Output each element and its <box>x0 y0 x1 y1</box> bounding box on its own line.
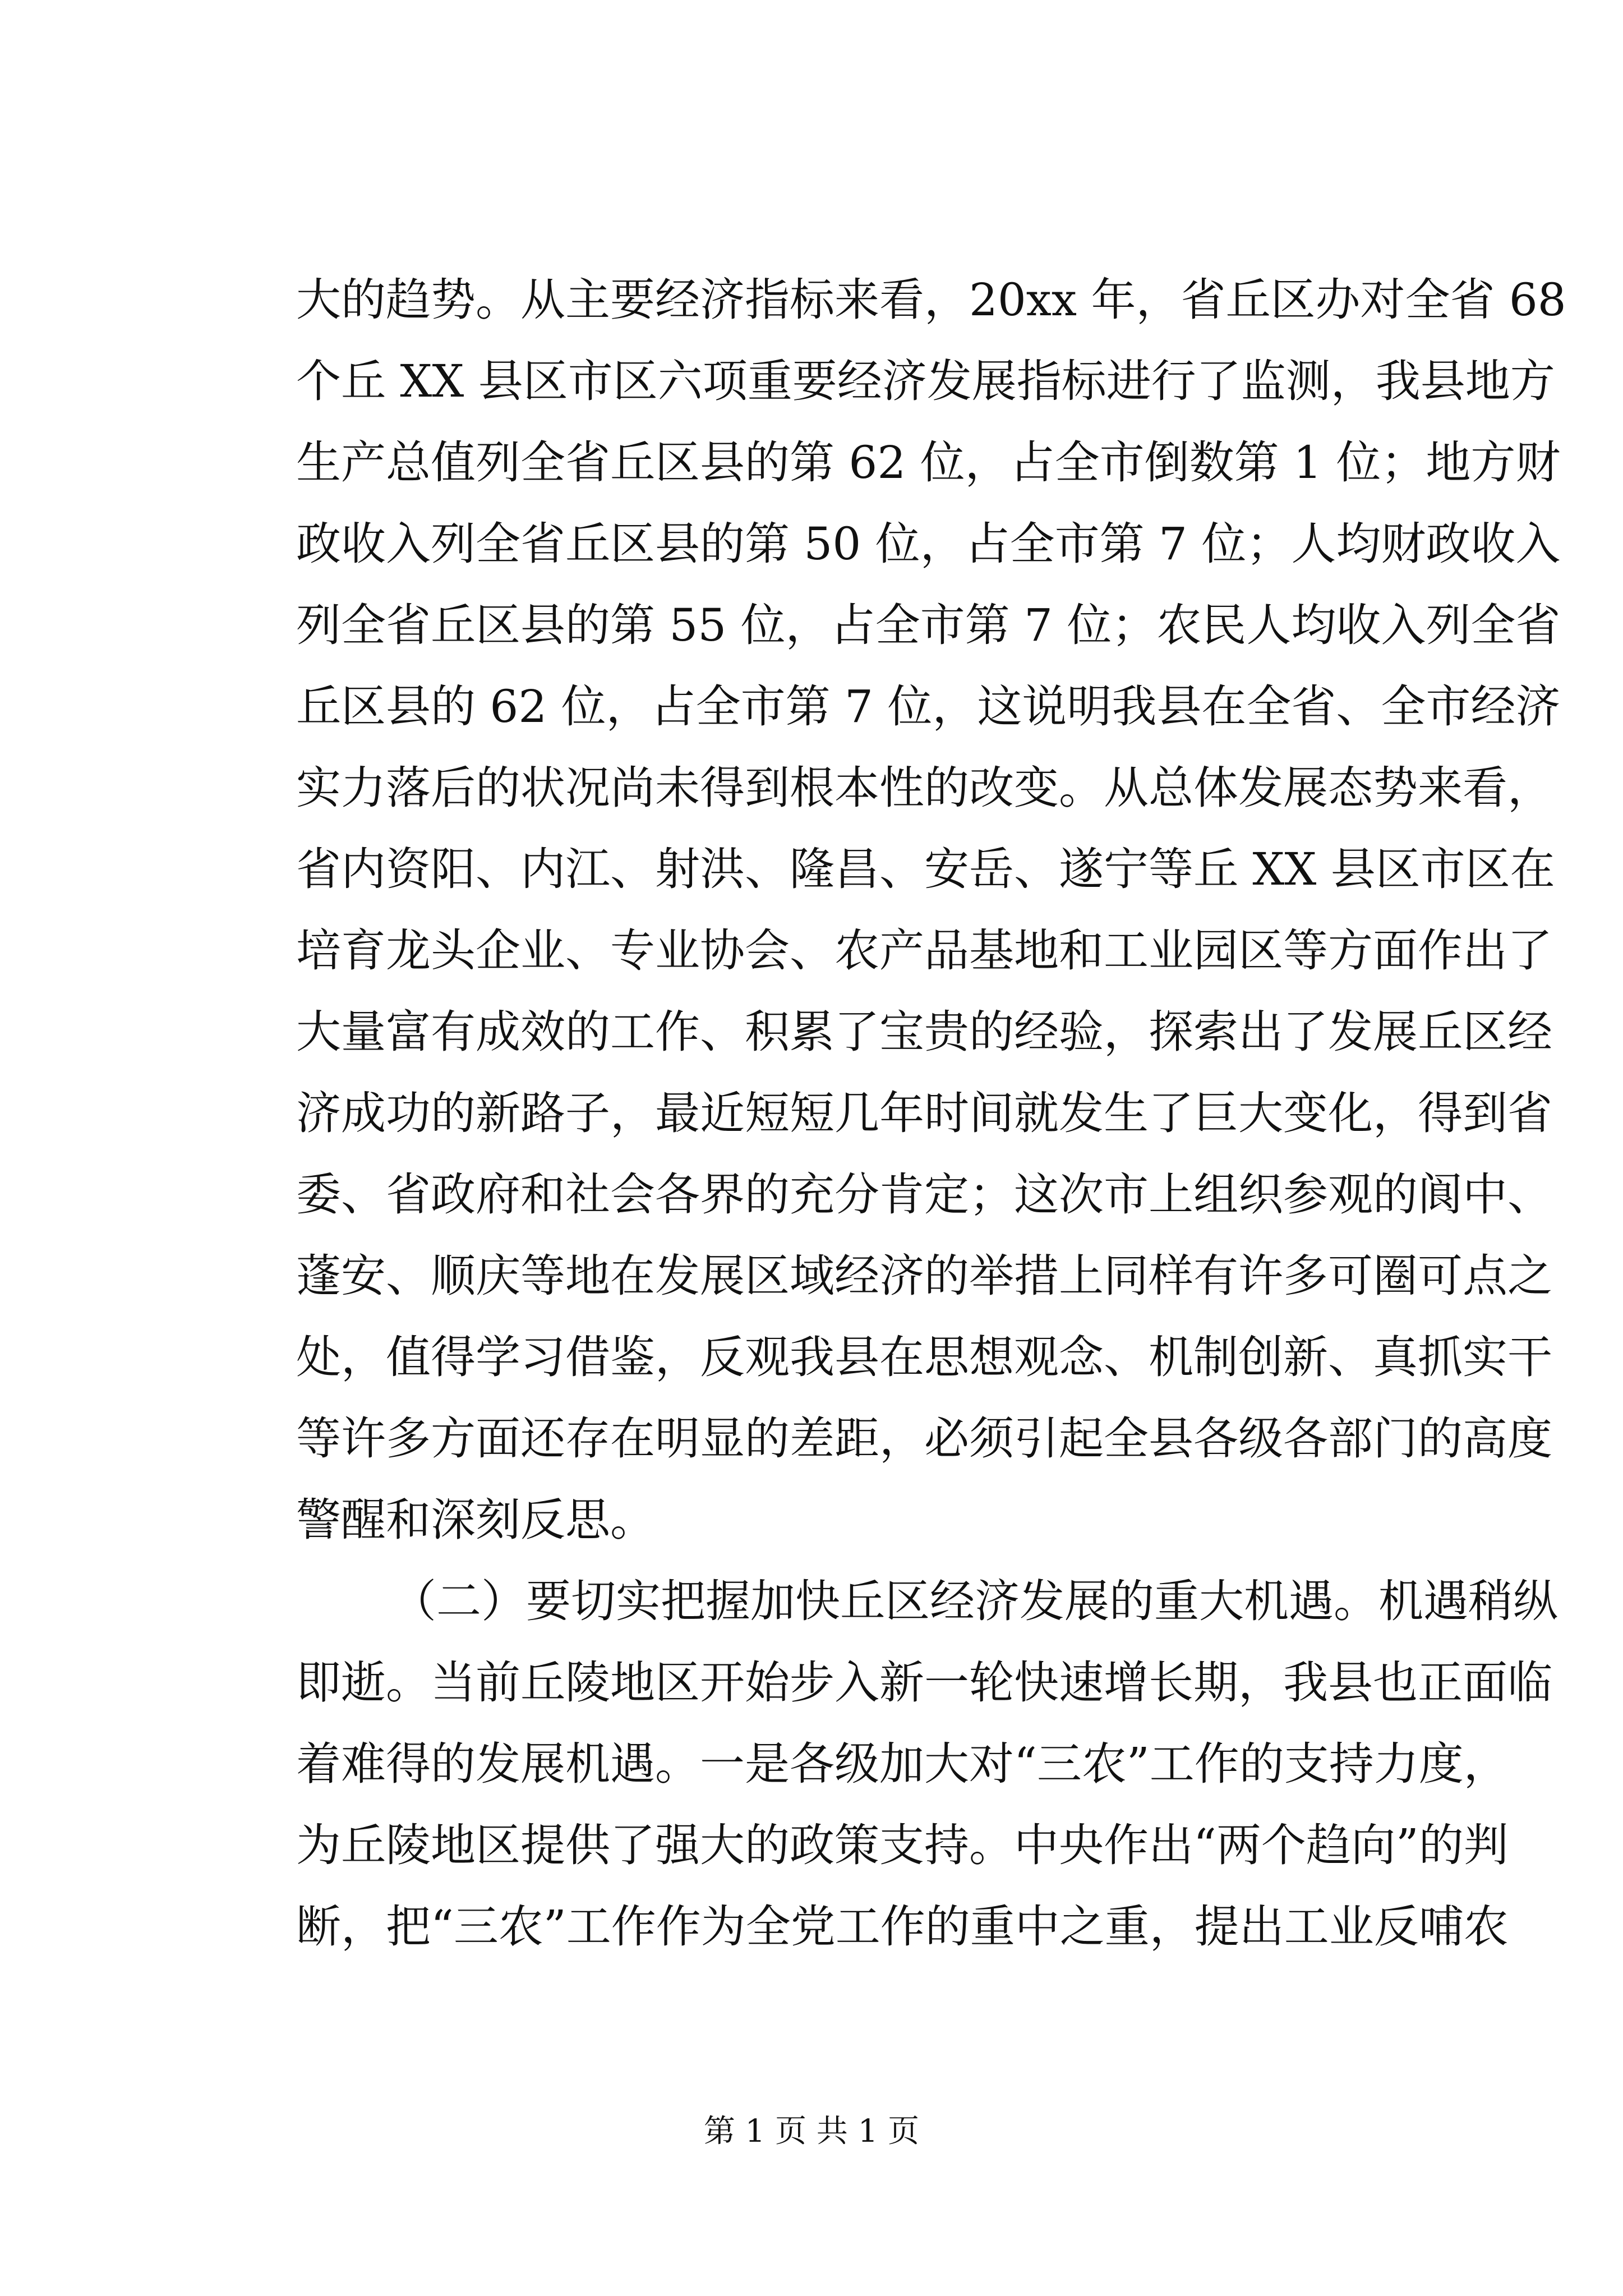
text-line: 个丘 XX 县区市区六项重要经济发展指标进行了监测，我县地方 <box>296 355 1555 407</box>
text-line: 大量富有成效的工作、积累了宝贵的经验，探索出了发展丘区经 <box>296 1006 1552 1058</box>
text-line: （二）要切实把握加快丘区经济发展的重大机遇。机遇稍纵 <box>391 1575 1558 1627</box>
text-line: 警醒和深刻反思。 <box>296 1494 655 1546</box>
text-line: 济成功的新路子，最近短短几年时间就发生了巨大变化，得到省 <box>296 1087 1552 1139</box>
text-line: 着难得的发展机遇。一是各级加大对“三农”工作的支持力度， <box>296 1738 1509 1790</box>
body-text <box>296 259 1566 1967</box>
text-line: 等许多方面还存在明显的差距，必须引起全县各级各部门的高度 <box>296 1412 1552 1465</box>
text-line: 实力落后的状况尚未得到根本性的改变。从总体发展态势来看， <box>296 762 1552 814</box>
text-line: 为丘陵地区提供了强大的政策支持。中央作出“两个趋向”的判 <box>296 1819 1509 1871</box>
text-line: 生产总值列全省丘区县的第 62 位，占全市倒数第 1 位；地方财 <box>296 436 1561 489</box>
text-line: 丘区县的 62 位，占全市第 7 位，这说明我县在全省、全市经济 <box>296 680 1561 733</box>
text-line: 政收入列全省丘区县的第 50 位，占全市第 7 位；人均财政收入 <box>296 518 1561 570</box>
text-line: 断，把“三农”工作作为全党工作的重中之重，提出工业反哺农 <box>296 1901 1509 1953</box>
text-line: 即逝。当前丘陵地区开始步入新一轮快速增长期，我县也正面临 <box>296 1657 1552 1709</box>
text-line: 大的趋势。从主要经济指标来看，20xx 年，省丘区办对全省 68 <box>296 274 1566 326</box>
text-line: 处，值得学习借鉴，反观我县在思想观念、机制创新、真抓实干 <box>296 1331 1552 1383</box>
text-line: 委、省政府和社会各界的充分肯定；这次市上组织参观的阆中、 <box>296 1168 1552 1221</box>
text-line: 省内资阳、内江、射洪、隆昌、安岳、遂宁等丘 XX 县区市区在 <box>296 843 1555 895</box>
text-line: 列全省丘区县的第 55 位，占全市第 7 位；农民人均收入列全省 <box>296 599 1561 651</box>
page-number-label: 第 1 页 共 1 页 <box>703 2113 920 2150</box>
paragraph-2 <box>296 1561 1558 1967</box>
text-line: 培育龙头企业、专业协会、农产品基地和工业园区等方面作出了 <box>296 924 1552 977</box>
text-line: 蓬安、顺庆等地在发展区域经济的举措上同样有许多可圈可点之 <box>296 1250 1552 1302</box>
page-footer <box>0 2109 1623 2154</box>
paragraph-1 <box>296 259 1566 1561</box>
